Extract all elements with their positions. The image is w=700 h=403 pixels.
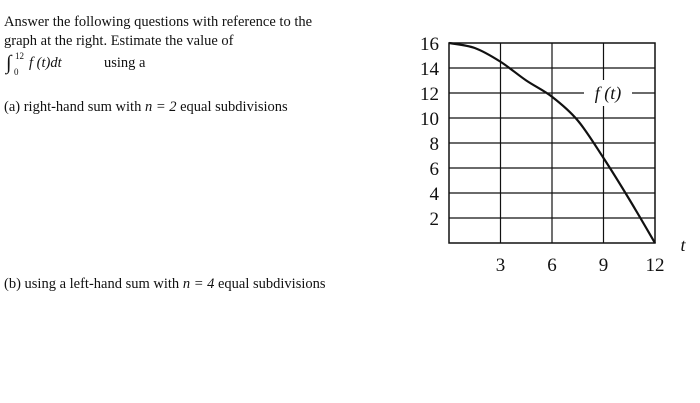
part-b-prefix: (b) using a left-hand sum with (4, 276, 180, 292)
part-a-suffix: equal subdivisions (180, 99, 288, 115)
y-tick-label: 14 (420, 59, 439, 80)
question-intro: Answer the following questions with reference to the graph at the right. Estimate the value of (4, 14, 313, 49)
integral-upper-limit: 12 (15, 51, 24, 61)
y-tick-label: 6 (429, 159, 439, 180)
integral-lower-limit: 0 (14, 67, 19, 77)
x-tick-label: 3 (495, 255, 506, 276)
integral-suffix: using a (104, 55, 146, 71)
integral-sign: ∫ (6, 52, 12, 74)
x-tick-label: 6 (547, 255, 557, 276)
y-tick-label: 16 (420, 34, 439, 55)
x-axis-label: t (680, 235, 686, 255)
y-tick-label: 2 (429, 209, 439, 230)
part-a-n: n = 2 (144, 99, 177, 115)
y-tick-label: 12 (420, 84, 439, 105)
y-tick-label: 8 (429, 134, 439, 155)
part-a-prefix: (a) right-hand sum with (4, 99, 142, 115)
part-b-suffix: equal subdivisions (217, 276, 326, 292)
x-tick-label: 12 (645, 255, 665, 276)
y-tick-label: 4 (429, 184, 439, 205)
curve-label: f (t) (594, 83, 622, 103)
integrand: f (t)dt (29, 55, 62, 71)
x-tick-label: 9 (598, 255, 609, 276)
y-tick-label: 10 (420, 109, 439, 130)
part-b-n: n = 4 (182, 276, 215, 292)
